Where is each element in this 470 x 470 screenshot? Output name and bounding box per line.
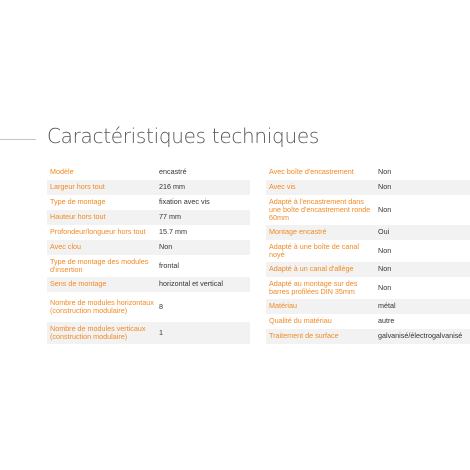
decorative-rule [0, 139, 36, 140]
spec-label: Nombre de modules horizontaux (construction modulaire) [50, 297, 154, 315]
spec-value: 77 mm [159, 212, 181, 222]
spec-label: Montage encastré [269, 227, 327, 237]
spec-row [266, 164, 470, 180]
spec-value: encastré [159, 166, 187, 176]
spec-value: 1 [159, 327, 163, 337]
spec-label: Sens de montage [50, 279, 107, 289]
spec-label: Largeur hors tout [50, 182, 105, 192]
spec-row [47, 322, 250, 344]
spec-label: Avec vis [269, 182, 296, 192]
spec-label: Modèle [50, 166, 74, 176]
spec-value: Oui [378, 227, 390, 237]
spec-row [47, 240, 250, 255]
spec-label: Adapté à un canal d'allège [269, 264, 354, 274]
spec-row [47, 195, 250, 210]
spec-row [47, 225, 250, 240]
spec-row [47, 210, 250, 225]
specs-table-left [47, 164, 250, 344]
spec-row [266, 240, 470, 262]
spec-row [266, 329, 470, 344]
spec-row [266, 180, 470, 195]
spec-value: Non [378, 264, 392, 274]
spec-row [47, 292, 250, 322]
spec-label: Adapté à l'encastrement dans une boîte d'encastrement ronde 60mm [269, 196, 371, 223]
spec-row [47, 180, 250, 195]
spec-value: Non [378, 245, 392, 255]
spec-label: Type de montage [50, 197, 106, 207]
spec-value: fixation avec vis [159, 197, 210, 207]
spec-row [47, 277, 250, 292]
spec-row [266, 195, 470, 225]
spec-value: métal [378, 301, 396, 311]
spec-value: Non [378, 282, 392, 292]
spec-row [47, 164, 250, 180]
spec-label: Qualité du matériau [269, 316, 332, 326]
spec-label: Hauteur hors tout [50, 212, 106, 222]
page-title: Caractéristiques techniques [47, 124, 319, 148]
spec-value: Non [378, 204, 392, 214]
spec-row [266, 262, 470, 277]
spec-value: frontal [159, 260, 179, 270]
spec-row [266, 277, 470, 299]
spec-label: Nombre de modules verticaux (construction modulaire) [50, 323, 146, 341]
spec-label: Avec boîte d'encastrement [269, 166, 354, 176]
spec-value: horizontal et vertical [159, 279, 223, 289]
specs-table-right [266, 164, 470, 344]
spec-value: 15.7 mm [159, 227, 187, 237]
spec-label: Type de montage des modules d'insertion [50, 256, 149, 274]
spec-row [266, 299, 470, 314]
spec-row [47, 255, 250, 277]
spec-label: Adapté à une boîte de canal noyé [269, 241, 359, 259]
spec-value: Non [378, 182, 392, 192]
spec-row [266, 314, 470, 329]
spec-label: Traitement de surface [269, 331, 339, 341]
spec-value: galvanisé/électrogalvanisé [378, 331, 463, 341]
spec-label: Avec clou [50, 242, 82, 252]
spec-value: Non [159, 242, 173, 252]
spec-label: Adapté au montage sur des barres profilées DIN 35mm [269, 278, 358, 296]
spec-value: 8 [159, 301, 163, 311]
spec-value: 216 mm [159, 182, 185, 192]
spec-value: Non [378, 166, 392, 176]
spec-value: autre [378, 316, 395, 326]
spec-row [266, 225, 470, 240]
spec-label: Matériau [269, 301, 297, 311]
spec-label: Profondeur/longueur hors tout [50, 227, 146, 237]
